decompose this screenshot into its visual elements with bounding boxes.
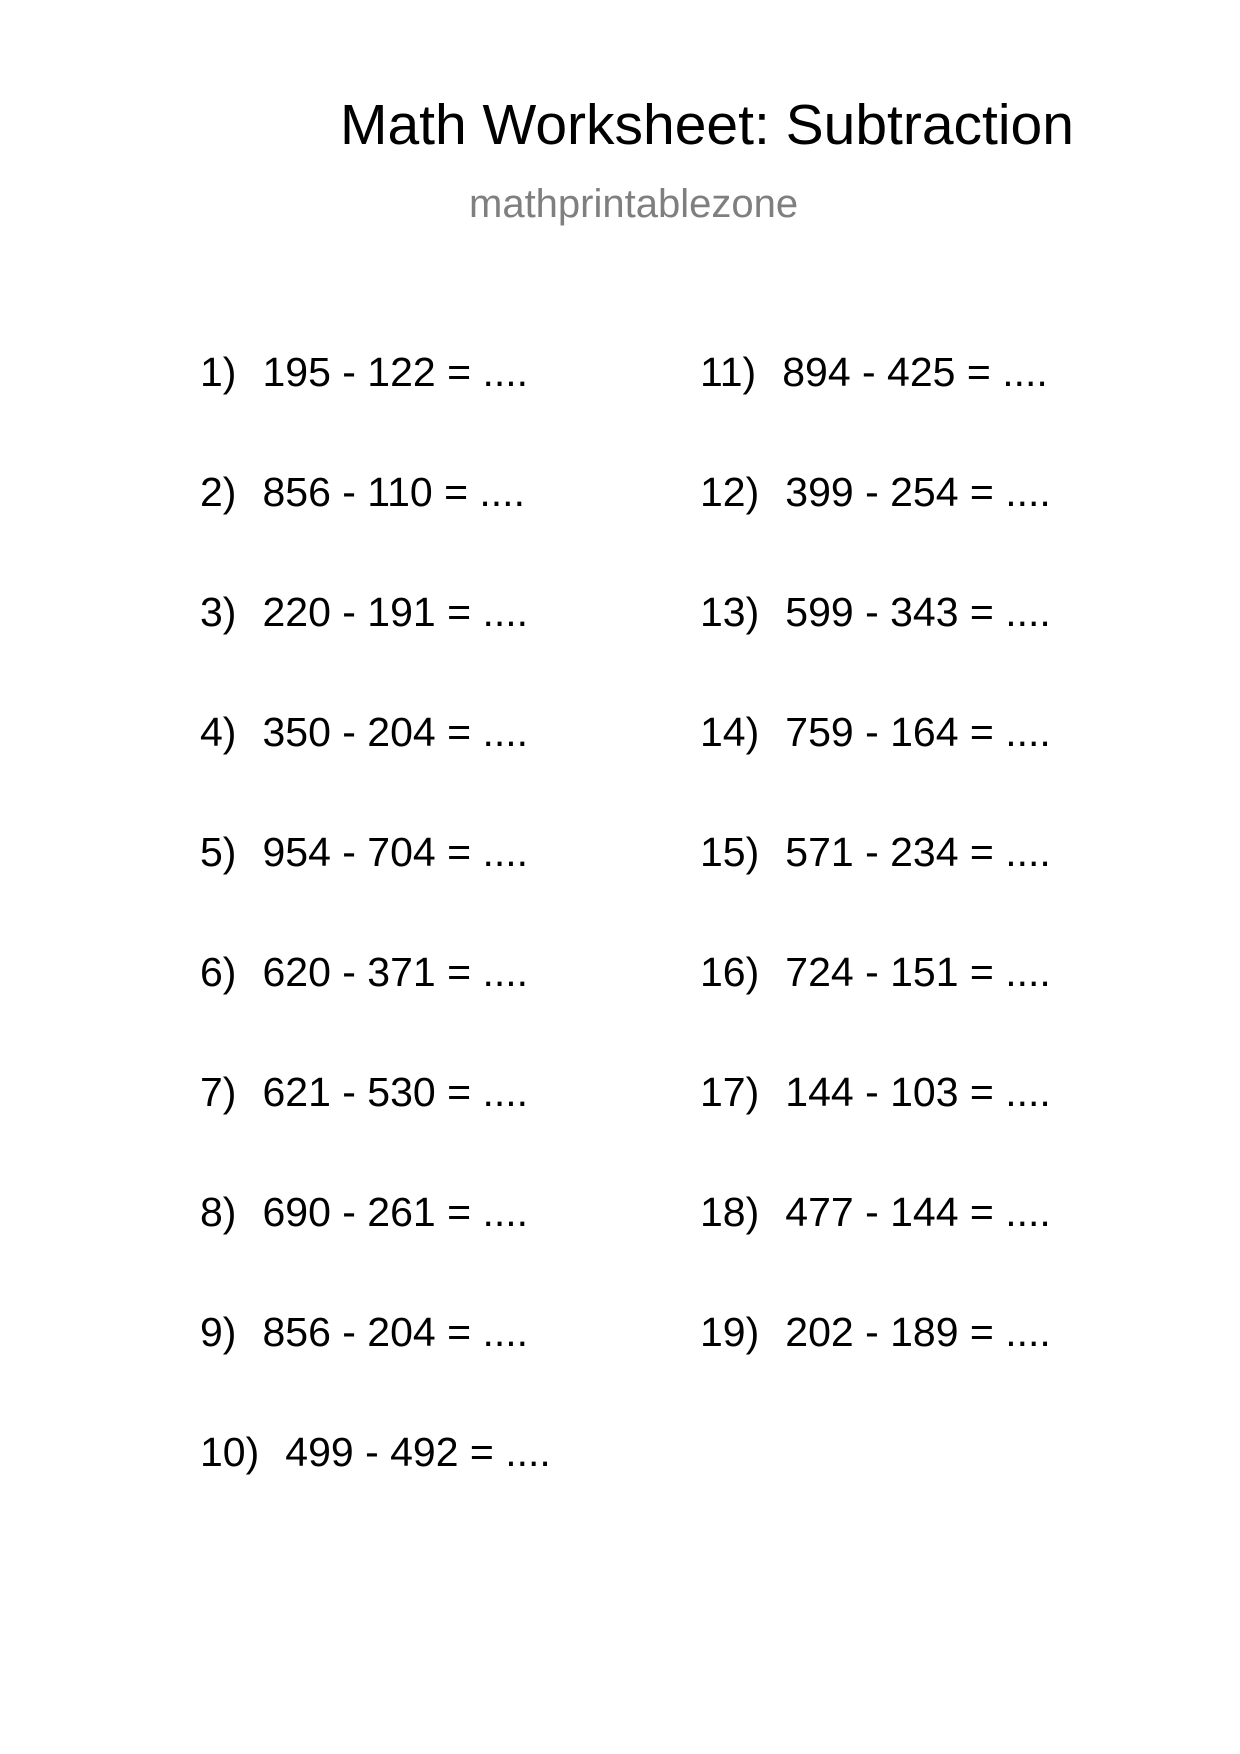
problem-expression: 599 - 343 = .... <box>785 589 1051 635</box>
problem-item <box>200 709 551 832</box>
problem-column-left <box>200 349 551 1552</box>
problem-item <box>700 1309 1051 1432</box>
problem-number: 10) <box>200 1429 260 1475</box>
problem-number: 5) <box>200 829 237 875</box>
problem-number: 3) <box>200 589 237 635</box>
problem-number: 17) <box>700 1069 760 1115</box>
problem-expression: 621 - 530 = .... <box>262 1069 529 1115</box>
problem-number: 16) <box>700 949 760 995</box>
problem-item <box>700 949 1051 1072</box>
problem-item <box>200 1189 551 1312</box>
worksheet-subtitle: mathprintablezone <box>469 182 799 226</box>
problem-expression: 759 - 164 = .... <box>785 709 1051 755</box>
problem-item <box>700 589 1051 712</box>
problem-expression: 144 - 103 = .... <box>785 1069 1051 1115</box>
problem-expression: 202 - 189 = .... <box>785 1309 1051 1355</box>
problem-item <box>700 709 1051 832</box>
problem-number: 15) <box>700 829 760 875</box>
problem-expression: 856 - 204 = .... <box>262 1309 529 1355</box>
problem-number: 12) <box>700 469 760 515</box>
problem-expression: 195 - 122 = .... <box>262 349 529 395</box>
problem-number: 1) <box>200 349 237 395</box>
problem-number: 18) <box>700 1189 760 1235</box>
problem-number: 14) <box>700 709 760 755</box>
problem-expression: 571 - 234 = .... <box>785 829 1051 875</box>
problem-item <box>200 349 551 472</box>
problem-item <box>200 1429 551 1552</box>
problem-expression: 724 - 151 = .... <box>785 949 1051 995</box>
problem-number: 8) <box>200 1189 237 1235</box>
problem-item <box>700 1069 1051 1192</box>
problem-expression: 894 - 425 = .... <box>782 349 1048 395</box>
problem-expression: 220 - 191 = .... <box>262 589 529 635</box>
problem-item <box>200 949 551 1072</box>
problem-number: 13) <box>700 589 760 635</box>
problem-column-right <box>700 349 1051 1432</box>
worksheet-title: Math Worksheet: Subtraction <box>340 93 1074 157</box>
problem-item <box>700 1189 1051 1312</box>
problem-number: 11) <box>700 349 757 395</box>
problem-item <box>200 829 551 952</box>
problem-number: 2) <box>200 469 237 515</box>
problem-number: 19) <box>700 1309 760 1355</box>
problem-item <box>700 829 1051 952</box>
problem-item <box>700 349 1051 472</box>
problem-number: 7) <box>200 1069 237 1115</box>
problem-item <box>200 1069 551 1192</box>
problem-number: 4) <box>200 709 237 755</box>
problem-expression: 620 - 371 = .... <box>262 949 529 995</box>
problem-expression: 690 - 261 = .... <box>262 1189 529 1235</box>
problem-item <box>200 1309 551 1432</box>
problem-expression: 954 - 704 = .... <box>262 829 529 875</box>
problem-item <box>200 469 551 592</box>
problem-item <box>700 469 1051 592</box>
problem-number: 9) <box>200 1309 237 1355</box>
problem-expression: 856 - 110 = .... <box>262 469 525 515</box>
problem-number: 6) <box>200 949 237 995</box>
problem-expression: 350 - 204 = .... <box>262 709 529 755</box>
problem-item <box>200 589 551 712</box>
problem-expression: 477 - 144 = .... <box>785 1189 1051 1235</box>
problem-expression: 399 - 254 = .... <box>785 469 1051 515</box>
problem-expression: 499 - 492 = .... <box>285 1429 551 1475</box>
